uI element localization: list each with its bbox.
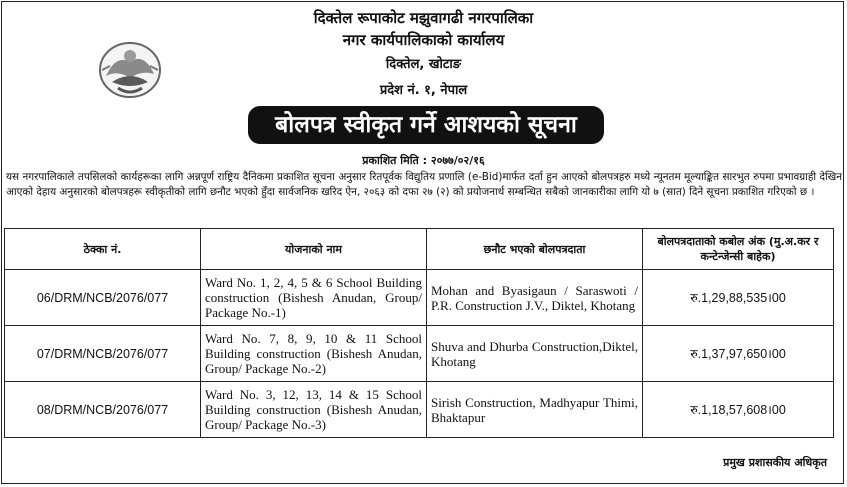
tender-table [4,228,834,438]
municipality-name: दिक्तेल रूपाकोट मझुवागढी नगरपालिका [313,9,534,27]
contract-number: 08/DRM/NCB/2076/077 [5,382,201,438]
table-row [5,270,834,326]
bid-amount: रु.1,37,97,650।00 [643,326,834,382]
notice-intro: यस नगरपालिकाले तपसिलको कार्यहरूका लागि अन्नपूर्ण राष्ट्रिय दैनिकमा प्रकाशित सूचना अनुसार रितपूर्वक विद्युतिय प्रणालि (e-Bid)मार्फत दर्ता हुन आएको बोलपत्रहरु मध्ये न्यूनतम मूल्याङ्कित सारभुत रुपमा प्रभावग्राही देखिन आएको देहाय अनुसारको बोलपत्रहरू स्वीकृतीको लागि छनौट भएको हुँदा सार्वजनिक खरिद ऐन, २०६३ को दफा २७ (२) को प्रयोजनार्थ सम्बन्धित सबैको जानकारीका लागि यो ७ (सात) दिने सूचना प्रकाशित गरिएको छ । [6,171,842,198]
header-amount: बोलपत्रदाताको कबोल अंक (मु.अ.कर र कन्टेन्जेन्सी बाहेक) [643,229,834,270]
province: प्रदेश नं. १, नेपाल [379,83,468,98]
scheme-name: Ward No. 7, 8, 9, 10 & 11 School Building construction (Bishesh Anudan, Group/ Package No.-2) [201,326,427,382]
selected-bidder: Mohan and Byasigaun / Saraswoti / P.R. Construction J.V., Diktel, Khotang [427,270,643,326]
table-row [5,326,834,382]
table-header-row [5,229,834,270]
signatory-title: प्रमुख प्रशासकीय अधिकृत [723,456,827,469]
contract-number: 06/DRM/NCB/2076/077 [5,270,201,326]
office-location: दिक्तेल, खोटाङ [385,57,462,72]
bid-amount: रु.1,29,88,535।00 [643,270,834,326]
table-row [5,382,834,438]
header-code: ठेक्का नं. [5,229,201,270]
notice-title: बोलपत्र स्वीकृत गर्ने आशयको सूचना [248,106,604,144]
bid-amount: रु.1,18,57,608।00 [643,382,834,438]
scheme-name: Ward No. 3, 12, 13, 14 & 15 School Building construction (Bishesh Anudan, Group/ Package No.-3) [201,382,427,438]
selected-bidder: Sirish Construction, Madhyapur Thimi, Bhaktapur [427,382,643,438]
contract-number: 07/DRM/NCB/2076/077 [5,326,201,382]
header-scheme: योजनाको नाम [201,229,427,270]
office-name: नगर कार्यपालिकाको कार्यालय [342,31,505,49]
published-date: प्रकाशित मिति : २०७७/०२/१६ [362,154,485,167]
header-bidder: छनौट भएको बोलपत्रदाता [427,229,643,270]
selected-bidder: Shuva and Dhurba Construction,Diktel, Khotang [427,326,643,382]
scheme-name: Ward No. 1, 2, 4, 5 & 6 School Building construction (Bishesh Anudan, Group/ Package No.-1) [201,270,427,326]
